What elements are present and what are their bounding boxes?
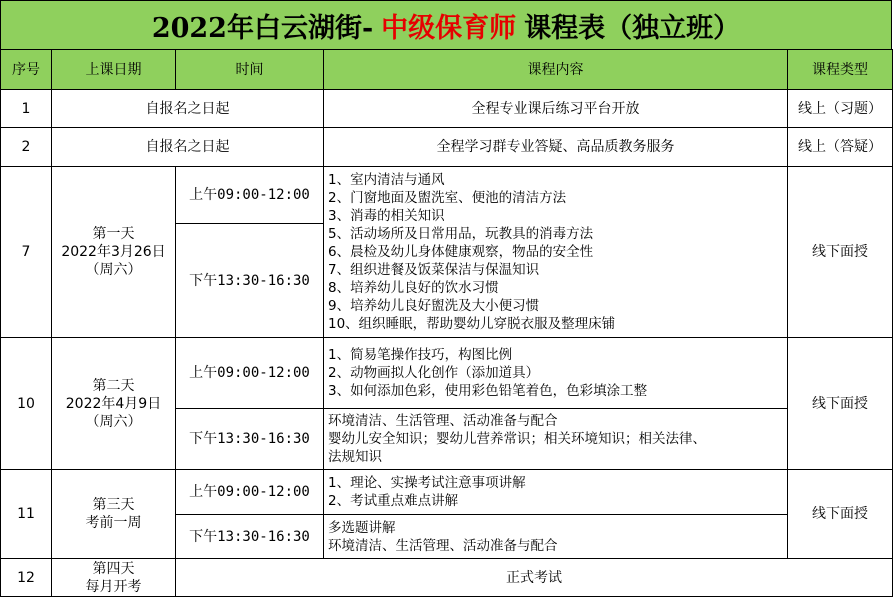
type-cell: 线下面授 (788, 470, 893, 559)
header-type: 课程类型 (788, 50, 893, 90)
type-cell: 线上（答疑） (788, 128, 893, 167)
time-am-cell: 上午09:00-12:00 (176, 167, 324, 224)
content-line: 10、组织睡眠，帮助婴幼儿穿脱衣服及整理床铺 (328, 316, 616, 332)
seq-cell: 7 (1, 167, 52, 338)
date-line: 2022年3月26日 (61, 244, 166, 260)
date-cell: 自报名之日起 (52, 128, 324, 167)
table-row (1, 559, 893, 597)
time-am-cell: 上午09:00-12:00 (176, 470, 324, 515)
table-row (1, 167, 893, 224)
date-line: 第四天 (92, 560, 135, 577)
seq-cell: 12 (1, 559, 52, 597)
date-cell (52, 167, 176, 338)
title-highlight: 中级保育师 (381, 12, 517, 44)
header-seq: 序号 (1, 50, 52, 90)
content-line: 5、活动场所及日常用品，玩教具的消毒方法 (328, 226, 594, 242)
content-pm-cell (324, 409, 788, 470)
content-line: 8、培养幼儿良好的饮水习惯 (328, 280, 499, 296)
date-cell: 自报名之日起 (52, 90, 324, 128)
date-line: （周六） (85, 262, 142, 278)
content-line: 3、消毒的相关知识 (328, 208, 445, 224)
date-cell (52, 470, 176, 559)
date-cell (52, 559, 176, 597)
table-row (1, 90, 893, 128)
content-cell: 全程专业课后练习平台开放 (324, 90, 788, 128)
content-line: 法规知识 (328, 449, 382, 465)
content-line: 6、晨检及幼儿身体健康观察，物品的安全性 (328, 244, 594, 260)
seq-cell: 1 (1, 90, 52, 128)
seq-cell: 11 (1, 470, 52, 559)
date-line: 第二天 (92, 377, 135, 394)
title-suffix: 课程表（独立班） (524, 12, 741, 44)
header-date: 上课日期 (52, 50, 176, 90)
content-am-cell (324, 338, 788, 409)
seq-cell: 2 (1, 128, 52, 167)
date-line: 第一天 (92, 226, 135, 242)
content-am-cell (324, 470, 788, 515)
type-cell: 线下面授 (788, 167, 893, 338)
content-line: 1、理论、实操考试注意事项讲解 (328, 475, 526, 491)
header-row (1, 50, 893, 90)
content-pm-cell (324, 515, 788, 559)
content-line: 婴幼儿安全知识；婴幼儿营养常识；相关环境知识；相关法律、 (328, 431, 706, 447)
content-line: 2、考试重点难点讲解 (328, 493, 459, 509)
content-line: 7、组织进餐及饭菜保洁与保温知识 (328, 262, 540, 278)
content-line: 环境清洁、生活管理、活动准备与配合 (328, 413, 558, 429)
title-prefix: 2022年白云湖街- (151, 12, 374, 44)
content-line: 多选题讲解 (328, 519, 396, 536)
table-row (1, 128, 893, 167)
content-line: 1、室内清洁与通风 (328, 172, 445, 188)
date-line: 第三天 (92, 497, 135, 513)
page-title (0, 0, 892, 50)
schedule-table (0, 49, 893, 597)
time-pm-cell: 下午13:30-16:30 (176, 515, 324, 559)
content-cell: 全程学习群专业答疑、高品质教务服务 (324, 128, 788, 167)
type-cell: 线上（习题） (788, 90, 893, 128)
header-time: 时间 (176, 50, 324, 90)
content-line: 环境清洁、生活管理、活动准备与配合 (328, 537, 558, 554)
date-line: 2022年4月9日 (65, 395, 162, 412)
table-row (1, 470, 893, 515)
date-cell (52, 338, 176, 470)
time-pm-cell: 下午13:30-16:30 (176, 409, 324, 470)
date-line: 每月开考 (85, 578, 142, 595)
type-cell: 线下面授 (788, 338, 893, 470)
content-line: 9、培养幼儿良好盥洗及大小便习惯 (328, 298, 540, 314)
content-line: 2、门窗地面及盥洗室、便池的清洁方法 (328, 190, 567, 206)
time-pm-cell: 下午13:30-16:30 (176, 224, 324, 338)
content-line: 2、动物画拟人化创作（添加道具） (328, 365, 540, 381)
date-line: （周六） (85, 413, 142, 430)
header-content: 课程内容 (324, 50, 788, 90)
table-row (1, 338, 893, 409)
seq-cell: 10 (1, 338, 52, 470)
content-line: 1、简易笔操作技巧，构图比例 (328, 347, 513, 363)
date-line: 考前一周 (85, 515, 142, 531)
content-cell (324, 167, 788, 338)
content-line: 3、如何添加色彩，使用彩色铅笔着色，色彩填涂工整 (328, 383, 648, 399)
time-am-cell: 上午09:00-12:00 (176, 338, 324, 409)
content-cell: 正式考试 (176, 559, 893, 597)
